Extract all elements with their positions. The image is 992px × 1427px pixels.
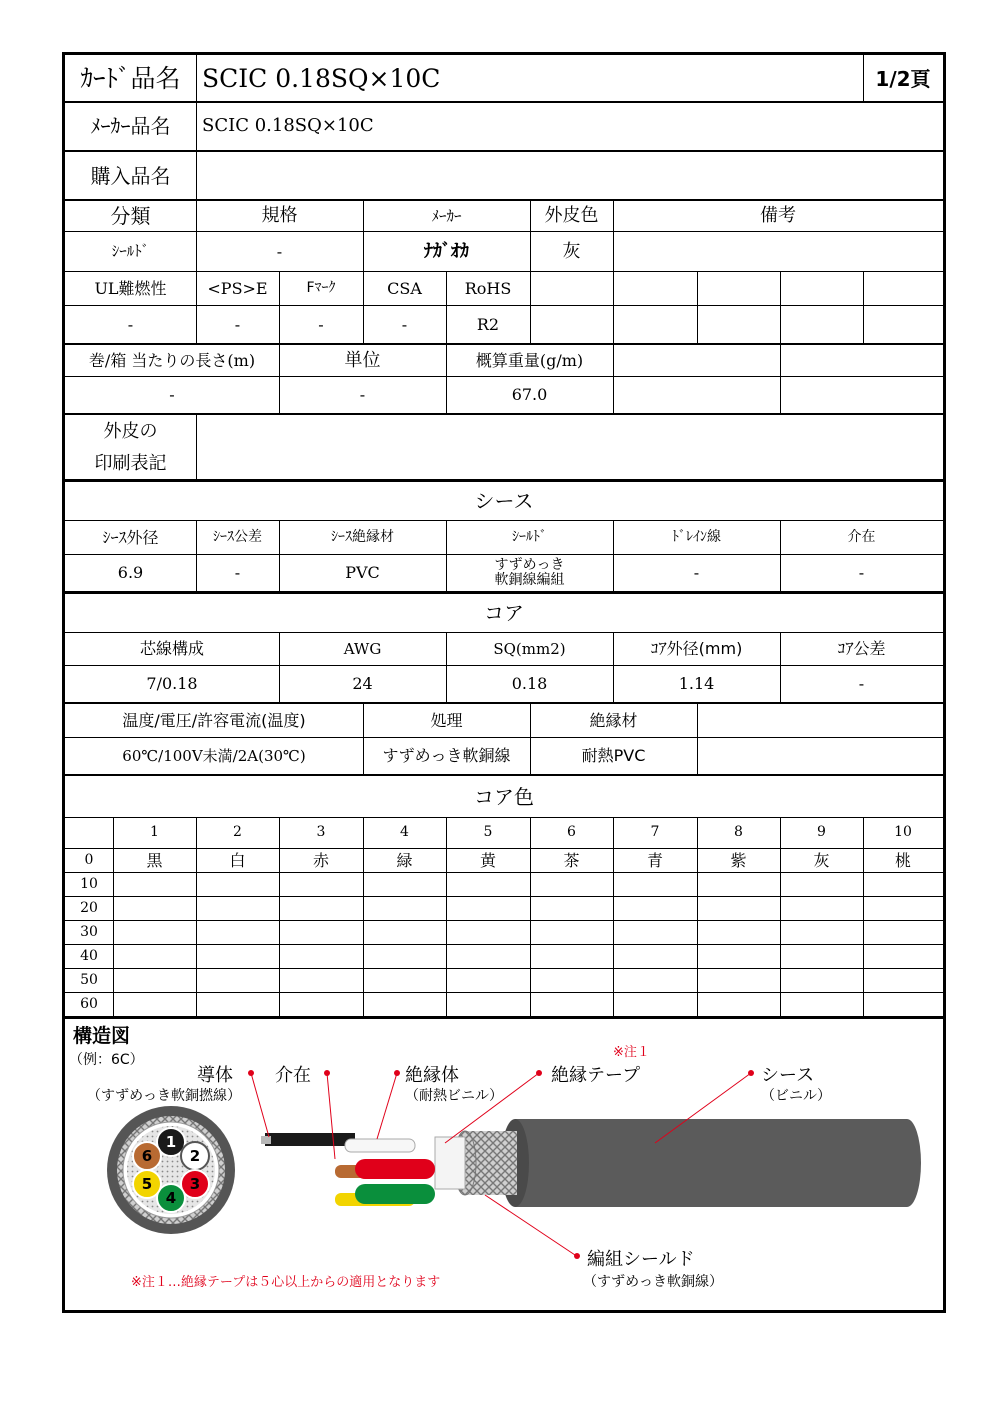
color-col-6: 6 bbox=[567, 824, 576, 841]
core-header-sq: SQ(mm2) bbox=[493, 639, 566, 658]
sheath-header-tol: ｼｰｽ公差 bbox=[213, 528, 262, 545]
sv-core-black bbox=[265, 1133, 355, 1146]
color-row-label-40: 40 bbox=[80, 947, 98, 964]
core-header-tol: ｺｱ公差 bbox=[837, 639, 886, 659]
cross-section bbox=[107, 1106, 235, 1234]
sheath-od: 6.9 bbox=[117, 563, 144, 583]
core-section-title: コア bbox=[484, 601, 524, 625]
color-col-5: 5 bbox=[483, 824, 493, 841]
label-conductor-sub: （すずめっき軟銅撚線） bbox=[87, 1088, 241, 1104]
sheath-header-od: ｼｰｽ外径 bbox=[102, 527, 159, 547]
length-header-weight: 概算重量(g/m) bbox=[475, 350, 584, 370]
printing-value bbox=[196, 415, 943, 479]
length-header-unit: 単位 bbox=[344, 349, 381, 371]
core-header-treatment: 処理 bbox=[430, 710, 463, 730]
label-insulator: 絶縁体 bbox=[405, 1065, 459, 1086]
side-view bbox=[248, 1070, 921, 1259]
core-awg: 24 bbox=[352, 674, 373, 694]
printing-label-line1: 外皮の bbox=[103, 421, 158, 443]
core-color-1: 黒 bbox=[146, 850, 163, 870]
structure-example: （例：6C） bbox=[69, 1052, 144, 1068]
sheath-header-filler: 介在 bbox=[847, 528, 876, 545]
spec-header-standard: 規格 bbox=[261, 205, 298, 227]
spec-maker: ﾅｶﾞｵｶ bbox=[424, 240, 469, 262]
sv-core-red bbox=[355, 1159, 435, 1179]
core-od: 1.14 bbox=[678, 674, 715, 694]
spec-remarks bbox=[613, 232, 943, 271]
std-header-csa: CSA bbox=[387, 278, 422, 298]
std-header-rohs: RoHS bbox=[464, 278, 512, 298]
std-header-ul: UL難燃性 bbox=[94, 278, 167, 298]
core-color-7: 青 bbox=[646, 850, 663, 870]
core-color-2: 白 bbox=[229, 850, 246, 870]
color-col-7: 7 bbox=[650, 824, 660, 841]
purchase-name-value bbox=[196, 152, 943, 200]
sheath-shield-line1: すずめっき bbox=[494, 557, 565, 574]
sheath-shield-line2: 軟銅線編組 bbox=[494, 572, 565, 588]
label-tape: 絶縁テープ bbox=[551, 1065, 641, 1086]
std-header-pse: <PS>E bbox=[207, 278, 268, 298]
spec-color: 灰 bbox=[562, 240, 581, 262]
leader-filler bbox=[327, 1073, 335, 1159]
sheath-drain: - bbox=[693, 563, 700, 583]
core-color-4: 緑 bbox=[396, 850, 413, 870]
color-col-2: 2 bbox=[233, 824, 242, 841]
core-color-8: 紫 bbox=[730, 850, 747, 870]
structure-diagram bbox=[65, 1019, 943, 1310]
sv-core-white bbox=[345, 1139, 415, 1152]
length-roll: - bbox=[169, 385, 175, 405]
std-rohs: R2 bbox=[476, 314, 500, 334]
color-row-label-10: 10 bbox=[80, 875, 98, 892]
color-col-9: 9 bbox=[817, 824, 826, 841]
length-weight: 67.0 bbox=[511, 385, 548, 405]
spec-header-category: 分類 bbox=[110, 204, 151, 228]
core-strand: 7/0.18 bbox=[146, 674, 198, 694]
core-rating: 60℃/100V未満/2A(30℃) bbox=[122, 746, 306, 765]
card-name-value: SCIC 0.18SQ×10C bbox=[202, 63, 441, 93]
core-sq: 0.18 bbox=[511, 674, 548, 694]
cs-num-4: 4 bbox=[165, 1189, 177, 1207]
std-pse: - bbox=[234, 314, 241, 334]
color-col-8: 8 bbox=[734, 824, 743, 841]
std-ul: - bbox=[127, 314, 134, 334]
core-color-9: 灰 bbox=[813, 850, 830, 870]
core-header-rating: 温度/電圧/許容電流(温度) bbox=[122, 710, 306, 730]
card-name-label: ｶｰﾄﾞ品名 bbox=[80, 63, 181, 93]
dot-tape bbox=[536, 1070, 542, 1076]
sheath-shield bbox=[446, 555, 613, 591]
cable-illustration bbox=[65, 1019, 943, 1310]
sv-conductor-tip bbox=[261, 1136, 271, 1144]
core-header-insulation: 絶縁材 bbox=[589, 710, 638, 730]
label-insulator-sub: （耐熱ビニル） bbox=[405, 1088, 503, 1104]
label-filler: 介在 bbox=[275, 1065, 311, 1086]
dot-filler bbox=[324, 1070, 330, 1076]
color-col-1: 1 bbox=[150, 824, 159, 841]
core-header-od: ｺｱ外径(mm) bbox=[650, 639, 743, 659]
core-header-strand: 芯線構成 bbox=[139, 639, 204, 659]
sv-core-green bbox=[355, 1184, 435, 1204]
label-tape-note: ※注１ bbox=[613, 1045, 650, 1060]
label-braid-sub: （すずめっき軟銅線） bbox=[583, 1274, 723, 1290]
structure-title: 構造図 bbox=[73, 1025, 131, 1047]
dot-braid bbox=[574, 1253, 580, 1259]
sheath-header-drain: ﾄﾞﾚｲﾝ線 bbox=[672, 528, 721, 545]
label-sheath: シース bbox=[761, 1065, 815, 1086]
cs-num-1: 1 bbox=[165, 1133, 177, 1151]
color-col-10: 10 bbox=[894, 824, 912, 841]
std-fmark: - bbox=[318, 314, 324, 334]
sv-tape bbox=[435, 1137, 465, 1189]
spec-standard: - bbox=[276, 241, 283, 261]
core-color-5: 黄 bbox=[479, 850, 496, 870]
core-color-10: 桃 bbox=[894, 850, 911, 870]
spec-header-remarks: 備考 bbox=[760, 205, 796, 227]
sv-sheath bbox=[515, 1119, 921, 1207]
page-number: 1/2頁 bbox=[875, 66, 931, 91]
length-header-roll: 巻/箱 当たりの長さ(m) bbox=[88, 350, 256, 370]
color-col-3: 3 bbox=[316, 824, 326, 841]
sheath-header-ins: ｼｰｽ絶縁材 bbox=[331, 528, 394, 545]
color-row-label-60: 60 bbox=[80, 995, 98, 1012]
dot-conductor bbox=[248, 1070, 254, 1076]
core-color-6: 茶 bbox=[563, 850, 580, 870]
color-row-label-0: 0 bbox=[84, 851, 94, 868]
spec-header-color: 外皮色 bbox=[544, 205, 599, 227]
core-insulation: 耐熱PVC bbox=[581, 746, 646, 766]
core-treatment: すずめっき軟銅線 bbox=[382, 746, 511, 766]
cs-num-3: 3 bbox=[189, 1175, 201, 1193]
core-color-section-title: コア色 bbox=[474, 784, 534, 809]
leader-insulator bbox=[377, 1073, 397, 1139]
purchase-name-label: 購入品名 bbox=[90, 164, 171, 188]
cs-num-6: 6 bbox=[141, 1147, 153, 1165]
std-header-fmark: Fﾏｰｸ bbox=[306, 279, 336, 296]
dot-sheath bbox=[748, 1070, 754, 1076]
leader-conductor bbox=[251, 1073, 269, 1137]
printing-label-line2: 印刷表記 bbox=[94, 453, 167, 475]
color-col-4: 4 bbox=[400, 824, 409, 841]
product-card bbox=[62, 52, 946, 1313]
length-unit: - bbox=[359, 385, 366, 405]
label-braid: 編組シールド bbox=[587, 1249, 695, 1270]
spec-header-maker: ﾒｰｶｰ bbox=[431, 206, 462, 225]
footnote: ※注１…絶縁テープは５心以上からの適用となります bbox=[131, 1275, 441, 1290]
sheath-filler: - bbox=[858, 563, 865, 583]
core-tol: - bbox=[858, 674, 865, 694]
maker-name-label: ﾒｰｶｰ品名 bbox=[90, 114, 171, 138]
sheath-header-shield: ｼｰﾙﾄﾞ bbox=[512, 528, 547, 545]
std-csa: - bbox=[401, 314, 408, 334]
sheath-ins: PVC bbox=[345, 563, 380, 583]
color-row-label-50: 50 bbox=[80, 971, 98, 988]
core-header-awg: AWG bbox=[343, 639, 382, 658]
label-sheath-sub: （ビニル） bbox=[761, 1088, 831, 1104]
spec-category: ｼｰﾙﾄﾞ bbox=[111, 242, 150, 261]
label-conductor: 導体 bbox=[197, 1065, 233, 1086]
color-row-label-20: 20 bbox=[80, 899, 98, 916]
sheath-section-title: シース bbox=[474, 489, 534, 513]
maker-name-value: SCIC 0.18SQ×10C bbox=[202, 115, 374, 137]
core-color-3: 赤 bbox=[312, 850, 329, 870]
sheath-tol: - bbox=[234, 563, 241, 583]
cs-num-5: 5 bbox=[141, 1175, 153, 1193]
cs-num-2: 2 bbox=[189, 1147, 201, 1165]
color-row-label-30: 30 bbox=[80, 923, 98, 940]
dot-insulator bbox=[394, 1070, 400, 1076]
